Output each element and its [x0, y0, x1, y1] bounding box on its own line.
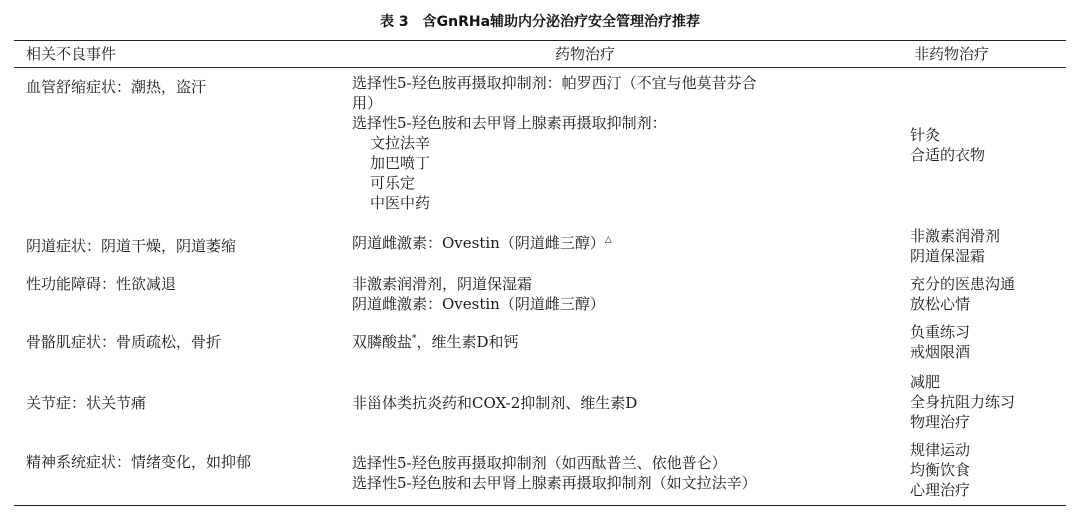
row-arthralgia-drug — [352, 393, 842, 413]
drug-line: 可乐定 — [370, 174, 416, 192]
table-header-rule — [14, 67, 1066, 68]
drug-line: 选择性5-羟色胺再摄取抑制剂：帕罗西汀（不宜与他莫昔芬合 — [352, 74, 757, 92]
triangle-footnote-mark: △ — [604, 235, 612, 245]
table-bottom-rule — [14, 505, 1066, 506]
row-skeletal-nondrug — [910, 322, 970, 362]
nondrug-line: 戒烟限酒 — [910, 343, 971, 361]
drug-line-text: 阴道雌激素：Ovestin（阴道雌三醇） — [352, 234, 605, 252]
drug-line: 加巴喷丁 — [370, 154, 431, 172]
header-adverse-event: 相关不良事件 — [26, 45, 117, 63]
row-vaginal-drug — [352, 233, 842, 253]
row-vaginal-nondrug — [910, 226, 1000, 266]
nondrug-line: 阴道保湿霜 — [910, 247, 986, 265]
row-vasomotor-nondrug — [910, 125, 985, 165]
table-caption — [0, 13, 1080, 31]
drug-line — [352, 233, 842, 253]
nondrug-line: 全身抗阻力练习 — [910, 393, 1016, 411]
nondrug-line: 充分的医患沟通 — [910, 275, 1016, 293]
nondrug-line: 物理治疗 — [910, 413, 971, 431]
drug-line: 选择性5-羟色胺再摄取抑制剂（如西酞普兰、依他普仑） — [352, 454, 727, 472]
drug-line: 文拉法辛 — [370, 134, 431, 152]
drug-line: 非激素润滑剂，阴道保湿霜 — [352, 275, 533, 293]
row-psychiatric-event: 精神系统症状：情绪变化，如抑郁 — [26, 453, 252, 471]
row-sexual-drug — [352, 274, 842, 314]
drug-line: 非甾体类抗炎药和COX-2抑制剂、维生素D — [352, 394, 638, 412]
drug-line-text: 双膦酸盐 — [352, 333, 413, 351]
row-psychiatric-drug — [352, 453, 842, 493]
nondrug-line: 减肥 — [910, 373, 941, 391]
row-arthralgia-event: 关节症：状关节痛 — [26, 394, 147, 412]
header-drug-therapy: 药物治疗 — [554, 45, 615, 63]
row-sexual-nondrug — [910, 274, 1015, 314]
nondrug-line: 非激素润滑剂 — [910, 227, 1001, 245]
row-skeletal-event: 骨骼肌症状：骨质疏松，骨折 — [26, 333, 222, 351]
table-top-rule — [14, 40, 1066, 41]
row-sexual-event: 性功能障碍：性欲减退 — [26, 275, 177, 293]
drug-line-text: ，维生素D和钙 — [416, 333, 519, 351]
nondrug-line: 针灸 — [910, 126, 941, 144]
row-psychiatric-nondrug — [910, 440, 970, 500]
recommendation-table — [14, 40, 1066, 507]
row-arthralgia-nondrug — [910, 372, 1015, 432]
row-vaginal-event: 阴道症状：阴道干燥，阴道萎缩 — [26, 237, 237, 255]
nondrug-line: 负重练习 — [910, 323, 971, 341]
header-nondrug-therapy: 非药物治疗 — [914, 45, 990, 63]
drug-line — [352, 332, 842, 352]
drug-line: 选择性5-羟色胺和去甲肾上腺素再摄取抑制剂（如文拉法辛） — [352, 474, 757, 492]
nondrug-line: 规律运动 — [910, 441, 971, 459]
row-vasomotor-drug — [352, 73, 842, 213]
drug-line: 选择性5-羟色胺和去甲肾上腺素再摄取抑制剂： — [352, 114, 667, 132]
row-vasomotor-event: 血管舒缩症状：潮热，盗汗 — [26, 78, 207, 96]
nondrug-line: 心理治疗 — [910, 481, 971, 499]
asterisk-footnote-mark: * — [412, 334, 417, 344]
nondrug-line: 放松心情 — [910, 295, 971, 313]
drug-line: 用） — [352, 94, 383, 112]
table-title: 含GnRHa辅助内分泌治疗安全管理治疗推荐 — [422, 14, 701, 30]
nondrug-line: 合适的衣物 — [910, 146, 986, 164]
drug-line: 中医中药 — [370, 194, 431, 212]
nondrug-line: 均衡饮食 — [910, 461, 971, 479]
drug-line: 阴道雌激素：Ovestin（阴道雌三醇） — [352, 295, 605, 313]
table-number: 表 3 — [379, 14, 409, 30]
row-skeletal-drug — [352, 332, 842, 352]
